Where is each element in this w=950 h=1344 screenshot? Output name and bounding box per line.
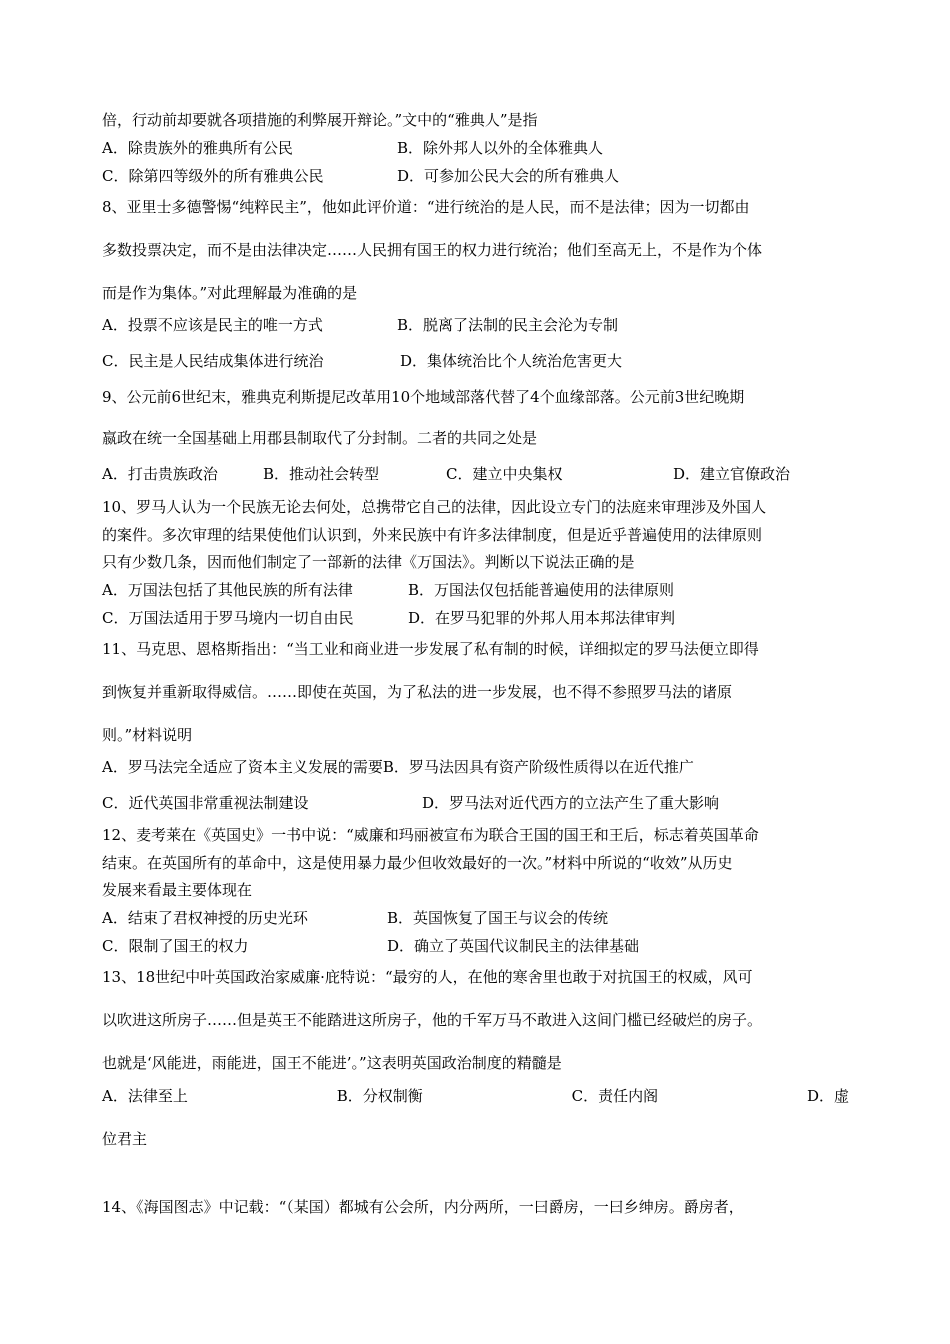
q13-option-a: A．法律至上 [102, 1087, 188, 1105]
q9-option-c: C．建立中央集权 [446, 465, 563, 483]
q8-stem-line1: 8、亚里士多德警惕“纯粹民主”，他如此评价道：“进行统治的是人民，而不是法律；因为一切都由 [102, 198, 750, 216]
q7-option-a: A．除贵族外的雅典所有公民 [102, 139, 293, 157]
q13-option-b: B．分权制衡 [336, 1087, 423, 1105]
q9-stem-line2: 嬴政在统一全国基础上用郡县制取代了分封制。二者的共同之处是 [102, 429, 538, 447]
q14-stem-line1: 14、《海国图志》中记载：“（某国）都城有公会所，内分两所，一曰爵房，一曰乡绅房。爵房者， [102, 1198, 744, 1216]
q8-option-a: A．投票不应该是民主的唯一方式 [102, 316, 323, 334]
q9-option-a: A．打击贵族政治 [102, 465, 218, 483]
q8-stem-line3: 而是作为集体。”对此理解最为准确的是 [102, 284, 358, 302]
q12-option-d: D．确立了英国代议制民主的法律基础 [387, 937, 640, 955]
q12-option-b: B．英国恢复了国王与议会的传统 [387, 909, 609, 927]
q13-option-d-start: D．虚 [806, 1087, 849, 1105]
q13-stem-line3: 也就是‘风能进，雨能进，国王不能进’。”这表明英国政治制度的精髓是 [102, 1054, 562, 1072]
q10-stem-line3: 只有少数几条，因而他们制定了一部新的法律《万国法》。判断以下说法正确的是 [102, 553, 635, 571]
q10-option-a: A．万国法包括了其他民族的所有法律 [102, 581, 353, 599]
q13-options-row [102, 1086, 849, 1106]
q12-stem-line3: 发展来看最主要体现在 [102, 881, 253, 899]
q11-options-ab: A．罗马法完全适应了资本主义发展的需要B．罗马法因具有资产阶级性质得以在近代推广 [102, 758, 694, 776]
q13-stem-line2: 以吹进这所房子……但是英王不能踏进这所房子，他的千军万马不敢进入这间门槛已经破烂的房子。 [102, 1011, 763, 1029]
q10-option-c: C．万国法适用于罗马境内一切自由民 [102, 609, 354, 627]
q11-stem-line3: 则。”材料说明 [102, 726, 193, 744]
q10-option-d: D．在罗马犯罪的外邦人用本邦法律审判 [408, 609, 676, 627]
q13-option-c: C．责任内阁 [571, 1087, 659, 1105]
q8-stem-line2: 多数投票决定，而不是由法律决定……人民拥有国王的权力进行统治；他们至高无上，不是作为个体 [102, 241, 763, 259]
q9-stem-line1: 9、公元前6世纪末，雅典克利斯提尼改革用10个地域部落代替了4个血缘部落。公元前3世纪晚期 [102, 388, 745, 406]
q9-option-d: D．建立官僚政治 [673, 465, 791, 483]
q11-option-d: D．罗马法对近代西方的立法产生了重大影响 [422, 794, 720, 812]
q13-stem-line1: 13、18世纪中叶英国政治家威廉·庇特说：“最穷的人，在他的寒舍里也敢于对抗国王的权威，风可 [102, 968, 753, 986]
q8-option-b: B．脱离了法制的民主会沦为专制 [397, 316, 619, 334]
q11-stem-line2: 到恢复并重新取得威信。……即使在英国，为了私法的进一步发展，也不得不参照罗马法的诸原 [102, 683, 733, 701]
q7-option-d: D．可参加公民大会的所有雅典人 [397, 167, 620, 185]
q12-stem-line1: 12、麦考莱在《英国史》一书中说：“威廉和玛丽被宣布为联合王国的国王和王后，标志着英国革命 [102, 826, 759, 844]
q7-option-b: B．除外邦人以外的全体雅典人 [397, 139, 604, 157]
q12-option-a: A．结束了君权神授的历史光环 [102, 909, 308, 927]
q7-stem: 倍，行动前却要就各项措施的利弊展开辩论。”文中的“雅典人”是指 [102, 111, 538, 129]
q7-option-c: C．除第四等级外的所有雅典公民 [102, 167, 324, 185]
q8-option-c: C．民主是人民结成集体进行统治 [102, 352, 324, 370]
q11-option-c: C．近代英国非常重视法制建设 [102, 794, 309, 812]
q12-stem-line2: 结束。在英国所有的革命中，这是使用暴力最少但收效最好的一次。”材料中所说的“收效”从历史 [102, 854, 733, 872]
q12-option-c: C．限制了国王的权力 [102, 937, 249, 955]
q10-stem-line2: 的案件。多次审理的结果使他们认识到，外来民族中有许多法律制度，但是近乎普遍使用的法律原则 [102, 526, 763, 544]
q10-option-b: B．万国法仅包括能普遍使用的法律原则 [408, 581, 675, 599]
q8-option-d: D．集体统治比个人统治危害更大 [400, 352, 623, 370]
q10-stem-line1: 10、罗马人认为一个民族无论去何处，总携带它自己的法律，因此设立专门的法庭来审理涉及外国人 [102, 498, 767, 516]
q11-stem-line1: 11、马克思、恩格斯指出：“当工业和商业进一步发展了私有制的时候，详细拟定的罗马法便立即得 [102, 640, 759, 658]
q13-option-d-end: 位君主 [102, 1130, 148, 1148]
q9-option-b: B．推动社会转型 [263, 465, 380, 483]
